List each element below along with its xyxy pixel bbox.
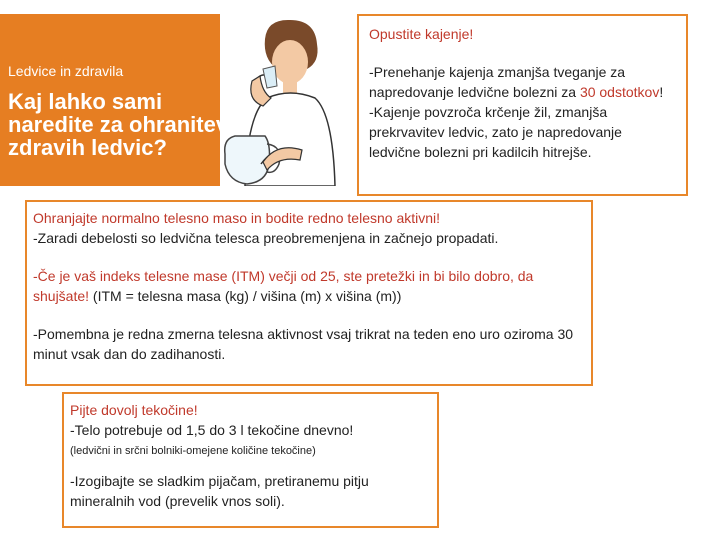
banner-title: Kaj lahko sami naredite za ohranitev zdravih ledvic? — [8, 89, 229, 160]
quit-smoking-text-a: -Prenehanje kajenja zmanjša tveganje za napredovanje ledvične bolezni za — [369, 64, 626, 100]
quit-smoking-box — [357, 14, 688, 196]
banner-subtitle: Ledvice in zdravila — [8, 63, 124, 79]
bmi-text-a: -Če je vaš indeks telesne mase (ITM) večji od 25, ste pretežki in bi bilo dobro, da shujšate! — [33, 268, 534, 304]
hydration-paragraph-1: -Telo potrebuje od 1,5 do 3 l tekočine dnevno! — [70, 422, 354, 438]
healthy-weight-heading: Ohranjajte normalno telesno maso in bodite redno telesno aktivni! — [33, 210, 441, 226]
hydration-box — [62, 392, 439, 528]
quit-smoking-paragraph-1 — [369, 62, 676, 102]
hydration-note: (ledvični in srčni bolniki-omejene količine tekočine) — [70, 445, 316, 457]
banner — [0, 14, 356, 186]
quit-smoking-text-c: ! — [659, 84, 664, 100]
hydration-heading: Pijte dovolj tekočine! — [70, 402, 198, 418]
bmi-text-b: (ITM = telesna masa (kg) / višina (m) x višina (m)) — [89, 288, 402, 304]
quit-smoking-paragraph-2: -Kajenje povzroča krčenje žil, zmanjša prekrvavitev ledvic, zato je napredovanje ledvične bolezni pri kadilcih hitrejše. — [369, 104, 622, 160]
hydration-paragraph-2: -Izogibajte se sladkim pijačam, pretiranemu pitju mineralnih vod (prevelik vnos soli). — [70, 473, 369, 509]
quit-smoking-heading: Opustite kajenje! — [369, 26, 474, 42]
healthy-weight-paragraph-3: -Pomembna je redna zmerna telesna aktivnost vsaj trikrat na teden eno uro oziroma 30 minut vsak dan do zadihanosti. — [33, 326, 574, 362]
healthy-weight-paragraph-2 — [33, 266, 585, 306]
healthy-weight-paragraph-1: -Zaradi debelosti so ledvična telesca preobremenjena in začnejo propadati. — [33, 230, 499, 246]
quit-smoking-text-b: 30 odstotkov — [579, 84, 660, 100]
healthy-weight-box — [25, 200, 593, 386]
